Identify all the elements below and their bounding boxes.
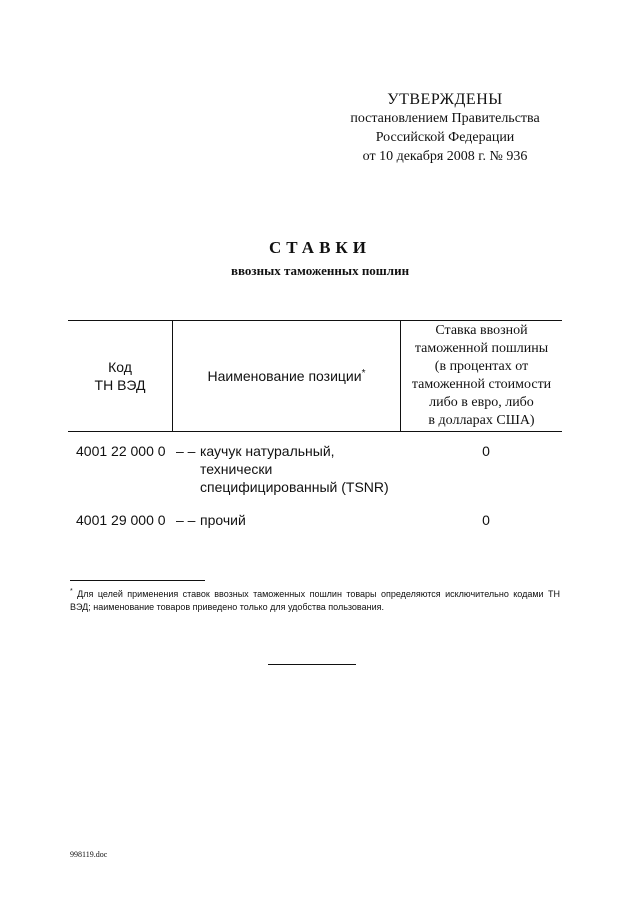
row-name-line: специфицированный (TSNR) xyxy=(200,479,389,495)
header-name-footnote-mark: * xyxy=(361,367,366,379)
approval-line-3: от 10 декабря 2008 г. № 936 xyxy=(362,149,528,164)
header-rate-line: (в процентах от xyxy=(434,359,529,374)
approval-title: УТВЕРЖДЕНЫ xyxy=(387,91,503,108)
header-code-line-1: Код xyxy=(108,359,132,375)
table-header xyxy=(68,320,562,432)
approval-line-2: Российской Федерации xyxy=(375,130,515,145)
header-rate-line: либо в евро, либо xyxy=(429,395,534,410)
footnote-mark: * xyxy=(70,588,73,595)
header-code-line-2: ТН ВЭД xyxy=(94,377,146,393)
footnote xyxy=(70,585,560,614)
footnote-divider xyxy=(70,580,205,581)
row-rate: 0 xyxy=(482,443,490,459)
row-name xyxy=(200,511,420,529)
row-rate: 0 xyxy=(482,512,490,528)
file-id: 998119.doc xyxy=(70,850,108,859)
header-rate-line: Ставка ввозной xyxy=(435,323,528,338)
header-name-label: Наименование позиции xyxy=(207,368,362,384)
header-rate xyxy=(401,321,562,431)
approval-block xyxy=(300,90,590,166)
row-name-line: технически xyxy=(200,461,273,477)
header-name xyxy=(172,321,401,431)
document-subtitle: ввозных таможенных пошлин xyxy=(230,263,410,278)
end-divider xyxy=(268,664,356,665)
row-name xyxy=(200,442,420,496)
header-rate-line: в долларах США) xyxy=(428,413,535,428)
header-rate-line: таможенной пошлины xyxy=(414,341,549,356)
document-title: СТАВКИ xyxy=(269,238,371,257)
approval-line-1: постановлением Правительства xyxy=(350,111,540,126)
row-code: 4001 22 000 0 xyxy=(76,443,166,459)
row-dash: – – xyxy=(176,512,196,528)
header-rate-line: таможенной стоимости xyxy=(411,377,552,392)
row-dash: – – xyxy=(176,443,196,459)
row-name-line: каучук натуральный, xyxy=(200,443,335,459)
header-code xyxy=(68,321,172,431)
footnote-text: Для целей применения ставок ввозных таможенных пошлин товары определяются исключительно кодами ТН ВЭД; наименование товаров приведено только для удобства пользования. xyxy=(70,589,560,612)
row-name-line: прочий xyxy=(200,512,246,528)
row-code: 4001 29 000 0 xyxy=(76,512,166,528)
